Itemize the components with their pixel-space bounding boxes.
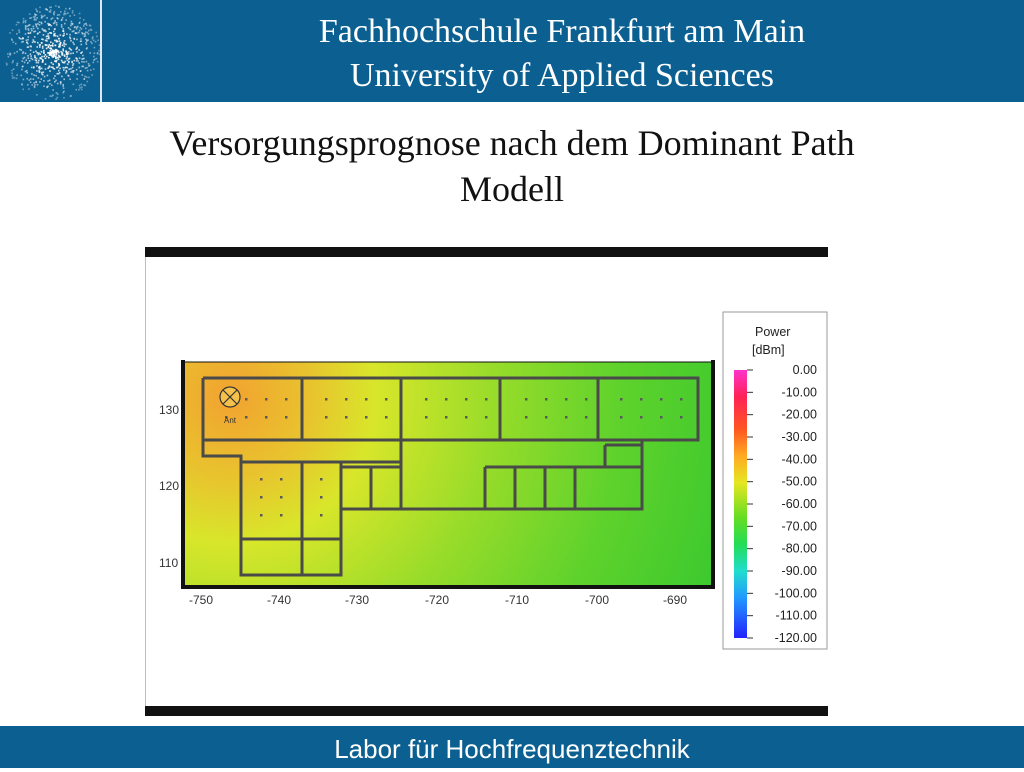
- coverage-figure: [145, 247, 828, 716]
- room-marker-dot: [345, 398, 348, 401]
- room-marker-dot: [445, 398, 448, 401]
- x-tick-label: -690: [663, 593, 687, 607]
- legend-value-label: -110.00: [776, 609, 818, 623]
- legend-value-label: -120.00: [775, 631, 817, 645]
- university-name-english: University of Applied Sciences: [0, 56, 1024, 96]
- y-tick-label: 110: [159, 556, 178, 570]
- slide-title: [100, 120, 924, 212]
- room-marker-dot: [265, 398, 268, 401]
- legend-value-label: -70.00: [782, 519, 817, 533]
- legend-value-label: -80.00: [782, 542, 817, 556]
- room-marker-dot: [260, 496, 263, 499]
- room-marker-dot: [640, 398, 643, 401]
- room-marker-dot: [285, 416, 288, 419]
- figure-bottom-bar: [145, 706, 828, 716]
- room-marker-dot: [565, 398, 568, 401]
- room-marker-dot: [280, 496, 283, 499]
- x-tick-label: -700: [585, 593, 609, 607]
- power-legend: [723, 312, 827, 649]
- heatmap: [183, 362, 713, 587]
- legend-value-label: 0.00: [793, 363, 817, 377]
- room-marker-dot: [260, 514, 263, 517]
- room-marker-dot: [260, 478, 263, 481]
- x-tick-label: -750: [189, 593, 213, 607]
- frame-bottom-edge: [181, 585, 715, 589]
- room-marker-dot: [320, 496, 323, 499]
- room-marker-dot: [545, 398, 548, 401]
- room-marker-dot: [660, 398, 663, 401]
- x-axis: [189, 593, 687, 607]
- room-marker-dot: [445, 416, 448, 419]
- slide-title-line2: Modell: [460, 169, 564, 209]
- room-marker-dot: [245, 398, 248, 401]
- room-marker-dot: [465, 416, 468, 419]
- room-marker-dot: [545, 416, 548, 419]
- room-marker-dot: [620, 416, 623, 419]
- room-marker-dot: [365, 416, 368, 419]
- room-marker-dot: [425, 416, 428, 419]
- room-marker-dot: [680, 398, 683, 401]
- room-marker-dot: [320, 478, 323, 481]
- legend-value-label: -10.00: [782, 385, 817, 399]
- legend-value-label: -50.00: [782, 475, 817, 489]
- y-tick-label: 130: [159, 403, 179, 417]
- legend-value-label: -90.00: [782, 564, 817, 578]
- room-marker-dot: [280, 478, 283, 481]
- x-tick-label: -720: [425, 593, 449, 607]
- y-axis: [159, 403, 179, 570]
- room-marker-dot: [485, 416, 488, 419]
- room-marker-dot: [585, 398, 588, 401]
- legend-title: Power: [755, 325, 790, 339]
- room-marker-dot: [425, 398, 428, 401]
- x-tick-label: -740: [267, 593, 291, 607]
- room-marker-dot: [325, 416, 328, 419]
- room-marker-dot: [320, 514, 323, 517]
- legend-value-label: -100.00: [775, 586, 817, 600]
- room-marker-dot: [465, 398, 468, 401]
- room-marker-dot: [620, 398, 623, 401]
- room-marker-dot: [280, 514, 283, 517]
- legend-colorbar: [734, 370, 747, 638]
- header-band: [0, 0, 1024, 102]
- legend-value-label: -30.00: [782, 430, 817, 444]
- legend-value-label: -20.00: [782, 408, 817, 422]
- room-marker-dot: [525, 398, 528, 401]
- room-marker-dot: [485, 398, 488, 401]
- room-marker-dot: [565, 416, 568, 419]
- room-marker-dot: [265, 416, 268, 419]
- y-tick-label: 120: [159, 479, 179, 493]
- university-name: Fachhochschule Frankfurt am Main: [0, 12, 1024, 52]
- room-marker-dot: [345, 416, 348, 419]
- x-tick-label: -710: [505, 593, 529, 607]
- room-marker-dot: [285, 398, 288, 401]
- footer-band: [0, 726, 1024, 768]
- room-marker-dot: [585, 416, 588, 419]
- legend-value-label: -60.00: [782, 497, 817, 511]
- room-marker-dot: [525, 416, 528, 419]
- legend-value-label: -40.00: [782, 452, 817, 466]
- room-marker-dot: [385, 416, 388, 419]
- antenna-label: Ant: [224, 416, 237, 425]
- footer-text: Labor für Hochfrequenztechnik: [334, 734, 690, 764]
- coverage-map: [145, 247, 828, 716]
- room-marker-dot: [245, 416, 248, 419]
- slide-title-line1: Versorgungsprognose nach dem Dominant Path: [169, 123, 854, 163]
- room-marker-dot: [640, 416, 643, 419]
- frame-right-edge: [711, 360, 715, 589]
- room-marker-dot: [680, 416, 683, 419]
- room-marker-dot: [365, 398, 368, 401]
- legend-unit: [dBm]: [752, 343, 785, 357]
- room-marker-dot: [325, 398, 328, 401]
- room-marker-dot: [660, 416, 663, 419]
- room-marker-dot: [385, 398, 388, 401]
- x-tick-label: -730: [345, 593, 369, 607]
- frame-left-edge: [181, 360, 185, 589]
